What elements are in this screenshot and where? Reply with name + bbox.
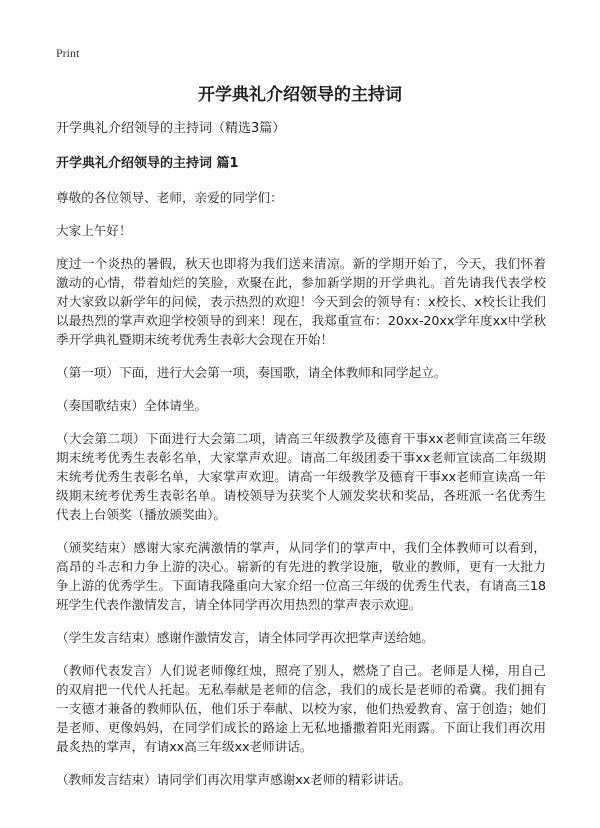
paragraph-item-2: （大会第二项）下面进行大会第二项，请高三年级教学及德育干事xx老师宣读高三年级期末统考优秀生表彰名单，大家掌声欢迎。请高二年级团委干事xx老师宣读高二年级期末统考优秀生表彰名单，大家掌声欢迎。请高一年级教学及德育干事xx老师宣读高一年级期末统考优秀生表彰名单。请校领导为获奖个人颁发奖状和奖品，各班派一名优秀生代表上台领奖（播放颁奖曲）。 xyxy=(56,431,546,522)
paragraph-opening: 度过一个炎热的暑假，秋天也即将为我们送来清凉。新的学期开始了，今天，我们怀着激动的心情，带着灿烂的笑脸，欢聚在此，参加新学期的开学典礼。首先请我代表学校对大家致以新学年的问候，表示热烈的欢迎！今天到会的领导有：x校长、x校长让我们以最热烈的掌声欢迎学校领导的到来！现在，我郑重宣布：20xx-20xx学年度xx中学秋季开学典礼暨期末统考优秀生表彰大会现在开始！ xyxy=(56,256,546,347)
print-link[interactable]: Print xyxy=(56,46,80,60)
paragraph-anthem-end: （奏国歌结束）全体请坐。 xyxy=(56,398,208,413)
paragraph-salutation: 尊敬的各位领导、老师，亲爱的同学们： xyxy=(56,190,283,205)
document-body xyxy=(56,119,546,803)
page-title: 开学典礼介绍领导的主持词 xyxy=(198,85,402,105)
document-subtitle: 开学典礼介绍领导的主持词（精选3篇） xyxy=(56,121,286,136)
paragraph-greeting: 大家上午好！ xyxy=(56,223,132,238)
paragraph-item-1: （第一项）下面，进行大会第一项，奏国歌，请全体教师和同学起立。 xyxy=(56,365,447,380)
paragraph-teacher-speech-end: （教师发言结束）请同学们再次用掌声感谢xx老师的精彩讲话。 xyxy=(56,772,411,787)
paragraph-teacher-speech: （教师代表发言）人们说老师像红烛，照亮了别人，燃烧了自己。老师是人梯，用自己的双肩把一代代人托起。无私奉献是老师的信念，我们的成长是老师的希冀。我们拥有一支德才兼备的教师队伍，他们乐于奉献、以校为家，他们热爱教育、富于创造；她们是老师、更像妈妈，在同学们成长的路途上无私地播撒着阳光雨露。下面让我们再次用最炙热的掌声，有请xx高三年级xx老师讲话。 xyxy=(56,663,546,754)
section-heading: 开学典礼介绍领导的主持词 篇1 xyxy=(56,156,239,171)
paragraph-student-speech-end: （学生发言结束）感谢作激情发言，请全体同学再次把掌声送给她。 xyxy=(56,630,434,645)
paragraph-award-end: （颁奖结束）感谢大家充满激情的掌声，从同学们的掌声中，我们全体教师可以看到，高昂的斗志和力争上游的决心。崭新的有先进的教学设施，敬业的教师，更有一大批力争上游的优秀学生。下面请我隆重向大家介绍一位高三年级的优秀生代表，有请高三18班学生代表作激情发言，请全体同学再次用热烈的掌声表示欢迎。 xyxy=(56,540,546,612)
